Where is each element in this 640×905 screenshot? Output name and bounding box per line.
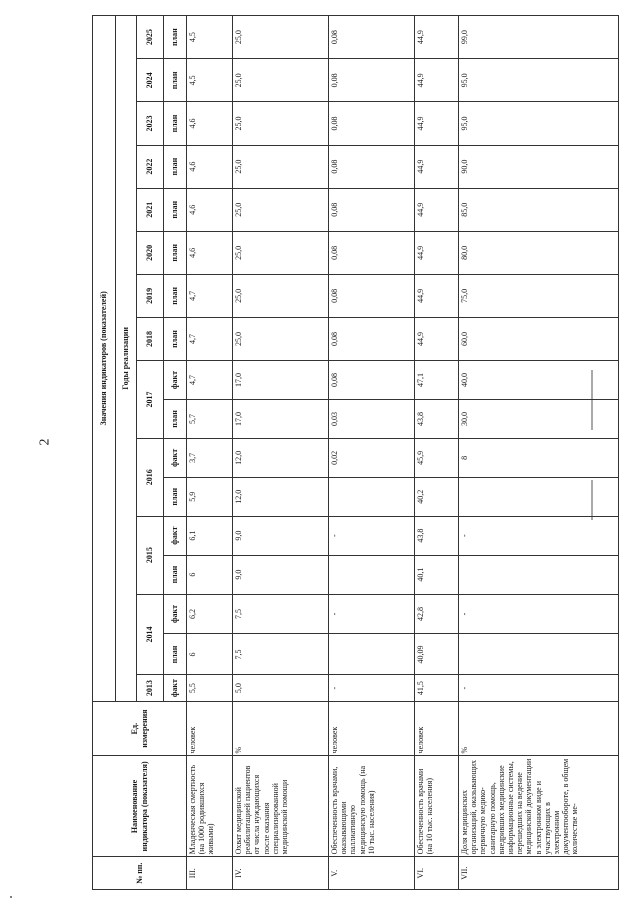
fact-subheader: факт bbox=[164, 438, 187, 477]
value-cell: 44,9 bbox=[415, 274, 459, 317]
value-cell: 44,9 bbox=[415, 145, 459, 188]
indicator-name: Доля медицинских организаций, оказывающих первичную медико-санитарную помощь, внедривших медицинские информационные системы, перешедших на ведение медицинской документации в электронном виде и участвующих в электронном документообороте, в общем количестве ме- bbox=[459, 756, 619, 857]
value-cell: 25,0 bbox=[233, 59, 329, 102]
value-cell: 4,5 bbox=[187, 16, 233, 59]
value-cell: 7,5 bbox=[233, 634, 329, 675]
value-cell: - bbox=[459, 594, 619, 634]
value-cell: 9,0 bbox=[233, 516, 329, 555]
indicators-table bbox=[92, 15, 619, 890]
year-header: 2021 bbox=[137, 188, 164, 231]
value-cell: 47,1 bbox=[415, 361, 459, 400]
row-number: VII. bbox=[459, 857, 619, 890]
col-unit-header: Ед. измерения bbox=[93, 701, 187, 756]
unit-cell: % bbox=[233, 701, 329, 756]
fact-subheader: факт bbox=[164, 361, 187, 400]
table-row bbox=[233, 16, 329, 890]
value-cell: 5,9 bbox=[187, 477, 233, 516]
value-cell bbox=[459, 555, 619, 594]
year-header: 2020 bbox=[137, 231, 164, 274]
value-cell: 6 bbox=[187, 634, 233, 675]
value-cell: 0,08 bbox=[329, 361, 415, 400]
value-cell: 0,08 bbox=[329, 317, 415, 360]
value-cell: 7,5 bbox=[233, 594, 329, 634]
value-cell: 17,0 bbox=[233, 399, 329, 438]
value-cell: 4,7 bbox=[187, 361, 233, 400]
plan-subheader: план bbox=[164, 145, 187, 188]
value-cell: 43,8 bbox=[415, 399, 459, 438]
value-cell: 44,9 bbox=[415, 59, 459, 102]
value-cell: 0,08 bbox=[329, 188, 415, 231]
unit-cell: % bbox=[459, 701, 619, 756]
plan-subheader: план bbox=[164, 634, 187, 675]
plan-subheader: план bbox=[164, 317, 187, 360]
value-cell bbox=[329, 555, 415, 594]
value-cell: - bbox=[329, 516, 415, 555]
value-cell: 4,6 bbox=[187, 231, 233, 274]
value-cell bbox=[329, 634, 415, 675]
value-cell: 0,02 bbox=[329, 438, 415, 477]
value-cell: 25,0 bbox=[233, 102, 329, 145]
year-header: 2015 bbox=[137, 516, 164, 594]
years-header: Годы реализации bbox=[116, 16, 137, 702]
value-cell: - bbox=[459, 516, 619, 555]
indicator-name: Младенческая смертность (на 1000 родившихся живыми) bbox=[187, 756, 233, 857]
value-cell: - bbox=[329, 675, 415, 701]
value-cell: 99,0 bbox=[459, 16, 619, 59]
value-cell: 44,9 bbox=[415, 317, 459, 360]
value-cell: 25,0 bbox=[233, 188, 329, 231]
value-cell: 4,5 bbox=[187, 59, 233, 102]
row-number: VI. bbox=[415, 857, 459, 890]
indicator-name: Обеспеченность врачами, оказывающими паллиативную медицинскую помощь (на 10 тыс. населения) bbox=[329, 756, 415, 857]
values-header: Значения индикаторов (показателей) bbox=[93, 16, 116, 702]
plan-subheader: план bbox=[164, 102, 187, 145]
value-cell bbox=[459, 634, 619, 675]
value-cell: 95,0 bbox=[459, 59, 619, 102]
plan-subheader: план bbox=[164, 477, 187, 516]
value-cell: 8 bbox=[459, 438, 619, 477]
plan-subheader: план bbox=[164, 59, 187, 102]
value-cell: 44,9 bbox=[415, 16, 459, 59]
value-cell: 44,9 bbox=[415, 188, 459, 231]
plan-subheader: план bbox=[164, 399, 187, 438]
fact-subheader: факт bbox=[164, 675, 187, 701]
table-row bbox=[415, 16, 459, 890]
value-cell: 3,7 bbox=[187, 438, 233, 477]
value-cell: 4,6 bbox=[187, 145, 233, 188]
table-row bbox=[329, 16, 415, 890]
value-cell: 85,0 bbox=[459, 188, 619, 231]
value-cell: 6 bbox=[187, 555, 233, 594]
value-cell: 43,8 bbox=[415, 516, 459, 555]
value-cell: 0,08 bbox=[329, 274, 415, 317]
col-name-header: Наименование индикатора (показателя) bbox=[93, 756, 187, 857]
row-number: III. bbox=[187, 857, 233, 890]
table-row bbox=[459, 16, 619, 890]
year-header: 2019 bbox=[137, 274, 164, 317]
value-cell: 17,0 bbox=[233, 361, 329, 400]
value-cell: 25,0 bbox=[233, 145, 329, 188]
value-cell: 4,7 bbox=[187, 274, 233, 317]
value-cell: 25,0 bbox=[233, 317, 329, 360]
table-body bbox=[187, 16, 619, 890]
value-cell: 45,9 bbox=[415, 438, 459, 477]
value-cell: 44,9 bbox=[415, 231, 459, 274]
plan-subheader: план bbox=[164, 555, 187, 594]
unit-cell: человек bbox=[329, 701, 415, 756]
value-cell: 5,7 bbox=[187, 399, 233, 438]
value-cell: 44,9 bbox=[415, 102, 459, 145]
plan-subheader: план bbox=[164, 188, 187, 231]
value-cell: 4,7 bbox=[187, 317, 233, 360]
scan-dot bbox=[8, 894, 14, 900]
value-cell: 0,08 bbox=[329, 59, 415, 102]
value-cell: 80,0 bbox=[459, 231, 619, 274]
value-cell: 0,08 bbox=[329, 231, 415, 274]
value-cell: 6,2 bbox=[187, 594, 233, 634]
year-header: 2013 bbox=[137, 675, 164, 701]
value-cell: 0,08 bbox=[329, 16, 415, 59]
rotated-table-wrapper bbox=[92, 10, 640, 890]
table-row bbox=[187, 16, 233, 890]
value-cell: 25,0 bbox=[233, 274, 329, 317]
value-cell: - bbox=[329, 594, 415, 634]
value-cell: 40,1 bbox=[415, 555, 459, 594]
page-number: 2 bbox=[37, 438, 53, 446]
year-header: 2017 bbox=[137, 361, 164, 439]
year-header: 2024 bbox=[137, 59, 164, 102]
value-cell: 30,0 bbox=[459, 399, 619, 438]
unit-cell: человек bbox=[415, 701, 459, 756]
value-cell: 9,0 bbox=[233, 555, 329, 594]
value-cell: 90,0 bbox=[459, 145, 619, 188]
value-cell: 41,5 bbox=[415, 675, 459, 701]
value-cell: 6,1 bbox=[187, 516, 233, 555]
value-cell: 5,0 bbox=[233, 675, 329, 701]
header-row-1 bbox=[93, 16, 116, 890]
year-header: 2023 bbox=[137, 102, 164, 145]
value-cell: 5,5 bbox=[187, 675, 233, 701]
value-cell: 40,0 bbox=[459, 361, 619, 400]
year-header: 2014 bbox=[137, 594, 164, 675]
value-cell bbox=[459, 477, 619, 516]
value-cell: 4,6 bbox=[187, 188, 233, 231]
plan-subheader: план bbox=[164, 231, 187, 274]
value-cell: 4,6 bbox=[187, 102, 233, 145]
fact-subheader: факт bbox=[164, 594, 187, 634]
value-cell: 42,8 bbox=[415, 594, 459, 634]
plan-subheader: план bbox=[164, 16, 187, 59]
value-cell: 25,0 bbox=[233, 16, 329, 59]
value-cell: 95,0 bbox=[459, 102, 619, 145]
row-number: IV. bbox=[233, 857, 329, 890]
indicator-name: Охват медицинской реабилитацией пациентов от числа нуждающихся после оказания специализированной медицинской помощи bbox=[233, 756, 329, 857]
value-cell: 40,09 bbox=[415, 634, 459, 675]
fact-subheader: факт bbox=[164, 516, 187, 555]
value-cell: 0,08 bbox=[329, 145, 415, 188]
plan-subheader: план bbox=[164, 274, 187, 317]
value-cell: 12,0 bbox=[233, 438, 329, 477]
row-number: V. bbox=[329, 857, 415, 890]
year-header: 2025 bbox=[137, 16, 164, 59]
value-cell: 75,0 bbox=[459, 274, 619, 317]
indicator-name: Обеспеченность врачами (на 10 тыс. населения) bbox=[415, 756, 459, 857]
col-no-header: № пп. bbox=[93, 857, 187, 890]
value-cell: 60,0 bbox=[459, 317, 619, 360]
year-header: 2016 bbox=[137, 438, 164, 516]
value-cell: - bbox=[459, 675, 619, 701]
value-cell: 25,0 bbox=[233, 231, 329, 274]
value-cell bbox=[329, 477, 415, 516]
year-header: 2018 bbox=[137, 317, 164, 360]
unit-cell: человек bbox=[187, 701, 233, 756]
value-cell: 12,0 bbox=[233, 477, 329, 516]
year-header: 2022 bbox=[137, 145, 164, 188]
value-cell: 0,03 bbox=[329, 399, 415, 438]
value-cell: 0,08 bbox=[329, 102, 415, 145]
value-cell: 40,2 bbox=[415, 477, 459, 516]
